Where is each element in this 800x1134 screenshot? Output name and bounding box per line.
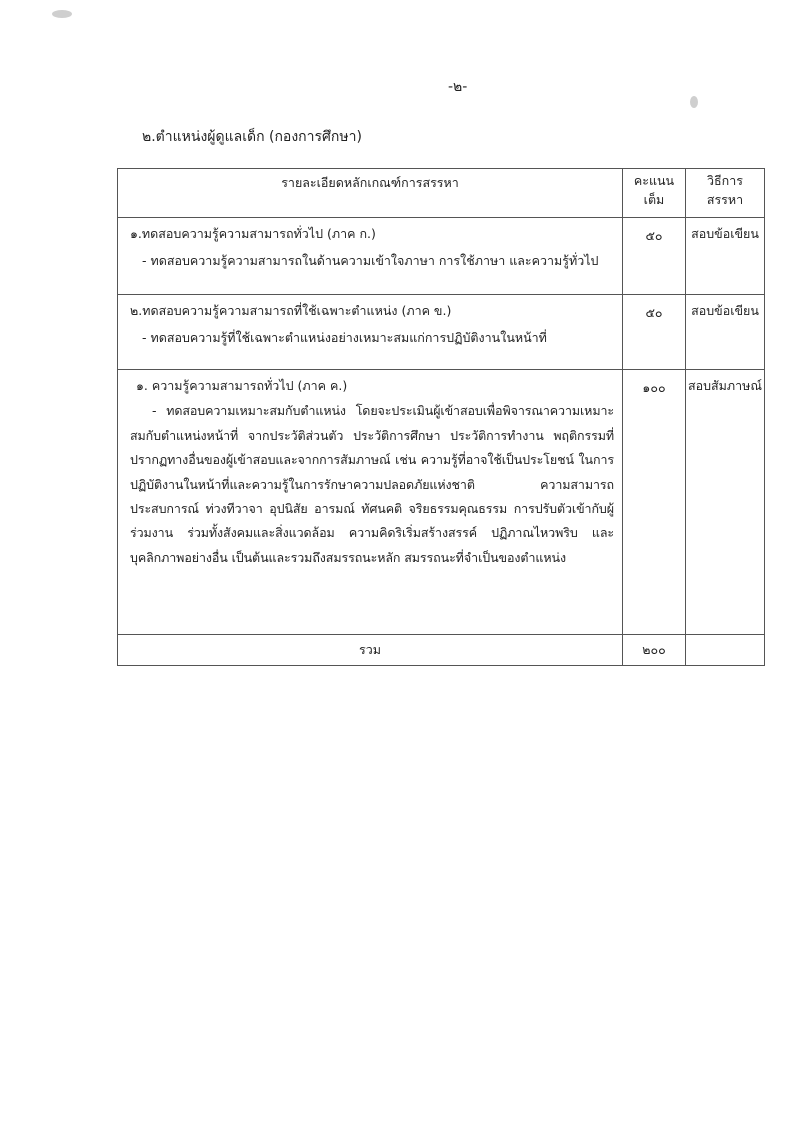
header-criteria: รายละเอียดหลักเกณฑ์การสรรหา	[118, 169, 623, 218]
criteria-title: ๑.ทดสอบความรู้ความสามารถทั่วไป (ภาค ก.)	[130, 226, 376, 241]
page-number: -๒-	[448, 79, 468, 95]
method-cell: สอบข้อเขียน	[686, 295, 765, 370]
score-cell: ๕๐	[623, 295, 686, 370]
criteria-table	[117, 168, 765, 666]
criteria-detail: - ทดสอบความรู้ความสามารถในด้านความเข้าใจภาษา การใช้ภาษา และความรู้ทั่วไป	[142, 253, 599, 269]
score-cell: ๕๐	[623, 218, 686, 295]
scan-speck	[690, 96, 698, 108]
criteria-cell	[118, 218, 623, 295]
table-total-row	[118, 635, 765, 666]
criteria-title: ๑. ความรู้ความสามารถทั่วไป (ภาค ค.)	[136, 378, 348, 393]
criteria-title: ๒.ทดสอบความรู้ความสามารถที่ใช้เฉพาะตำแหน่ง (ภาค ข.)	[130, 303, 452, 318]
criteria-detail: - ทดสอบความรู้ที่ใช้เฉพาะตำแหน่งอย่างเหมาะสมแก่การปฏิบัติงานในหน้าที่	[142, 330, 547, 346]
method-cell: สอบข้อเขียน	[686, 218, 765, 295]
score-cell: ๑๐๐	[623, 370, 686, 635]
criteria-cell	[118, 295, 623, 370]
scan-speck	[52, 10, 72, 18]
table-header-row	[118, 169, 765, 218]
method-cell: สอบสัมภาษณ์	[686, 370, 765, 635]
criteria-cell	[118, 370, 623, 635]
table-row	[118, 370, 765, 635]
table-row	[118, 218, 765, 295]
table-row	[118, 295, 765, 370]
criteria-table-container	[117, 168, 764, 666]
header-method: วิธีการสรรหา	[686, 169, 765, 218]
total-label: รวม	[118, 635, 623, 666]
total-score: ๒๐๐	[623, 635, 686, 666]
criteria-detail: - ทดสอบความเหมาะสมกับตำแหน่ง โดยจะประเมินผู้เข้าสอบเพื่อพิจารณาความเหมาะสมกับตำแหน่งหน้าที่ จากประวัติส่วนตัว ประวัติการศึกษา ประวัติการทำงาน พฤติกรรมที่ปรากฏทางอื่นของผู้เข้าสอบและจากการสัมภาษณ์ เช่น ความรู้ที่อาจใช้เป็นประโยชน์ ในการปฏิบัติงานในหน้าที่และความรู้ในการรักษาความปลอดภัยแห่งชาติ ความสามารถ ประสบการณ์ ท่วงทีวาจา อุปนิสัย อารมณ์ ทัศนคติ จริยธรรมคุณธรรม การปรับตัวเข้ากับผู้ร่วมงาน ร่วมทั้งสังคมและสิ่งแวดล้อม ความคิดริเริ่มสร้างสรรค์ ปฏิภาณไหวพริบ และบุคลิกภาพอย่างอื่น เป็นต้นและรวมถึงสมรรถนะหลัก สมรรถนะที่จำเป็นของตำแหน่ง	[130, 403, 614, 565]
section-title: ๒.ตำแหน่งผู้ดูแลเด็ก (กองการศึกษา)	[142, 129, 362, 145]
header-score: คะแนนเต็ม	[623, 169, 686, 218]
total-method	[686, 635, 765, 666]
